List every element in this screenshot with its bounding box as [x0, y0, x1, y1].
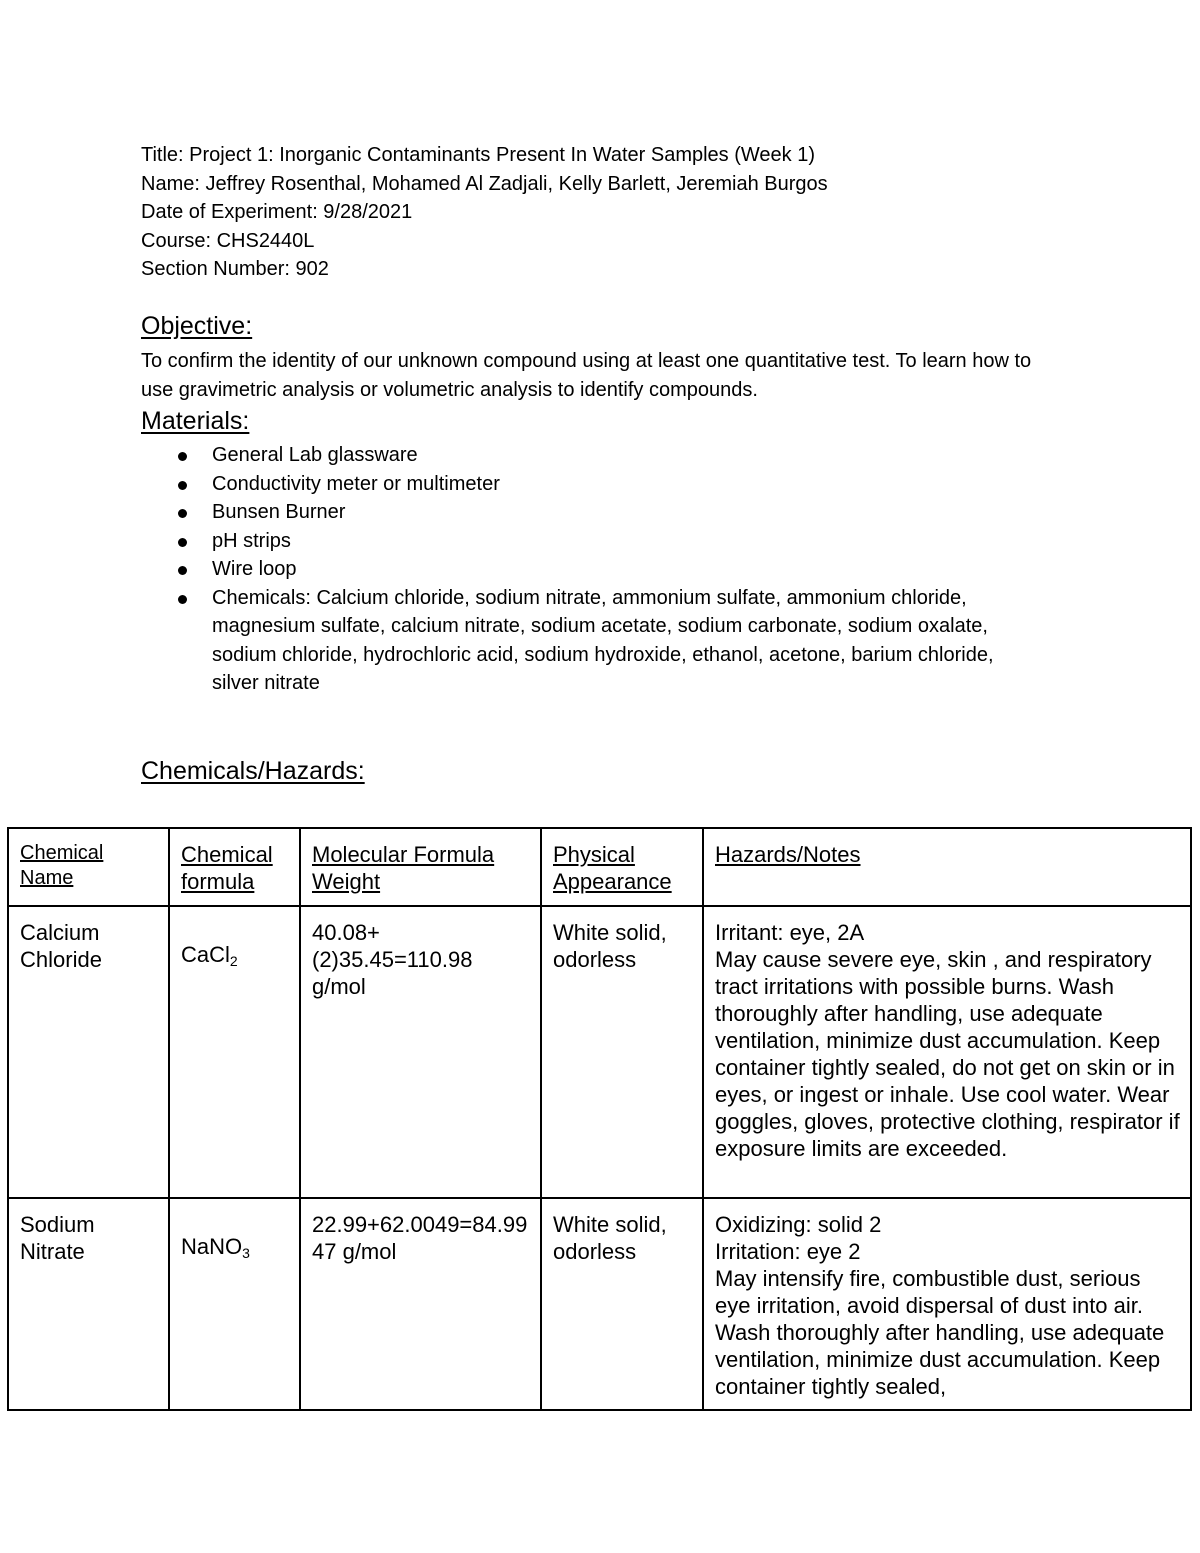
list-item: Chemicals: Calcium chloride, sodium nitrate, ammonium sulfate, ammonium chloride, magnesium sulfate, calcium nitrate, sodium acetate, sodium carbonate, sodium oxalate, sodium chloride, hydrochloric acid, sodium hydroxide, ethanol, acetone, barium chloride, silver nitrate	[141, 584, 1041, 698]
bullet-icon	[178, 509, 187, 518]
course-code: Course: CHS2440L	[141, 229, 315, 252]
column-header-chemical-formula: Chemical formula	[169, 828, 300, 906]
chemical-formula-cell	[169, 1198, 300, 1410]
bullet-icon	[178, 566, 187, 575]
hazards-heading: Chemicals/Hazards:	[141, 757, 365, 785]
physical-appearance-cell: White solid, odorless	[541, 906, 703, 1198]
formula-base: NaNO	[181, 1234, 243, 1259]
bullet-icon	[178, 538, 187, 547]
author-names: Name: Jeffrey Rosenthal, Mohamed Al Zadjali, Kelly Barlett, Jeremiah Burgos	[141, 172, 828, 195]
hazards-notes-cell	[703, 906, 1191, 1198]
hazard-line: May cause severe eye, skin , and respiratory tract irritations with possible burns. Wash thoroughly after handling, use adequate ventilation, minimize dust accumulation. Keep container tightly sealed, do not get on skin or in eyes, or ingest or inhale. Use cool water. Wear goggles, gloves, protective clothing, respirator if exposure limits are exceeded.	[715, 947, 1180, 1161]
table-header-row	[8, 828, 1191, 906]
list-item: Bunsen Burner	[141, 498, 1041, 527]
section-number: Section Number: 902	[141, 258, 329, 280]
objective-heading: Objective:	[141, 312, 253, 340]
formula-subscript: 2	[229, 953, 238, 969]
physical-appearance-cell: White solid, odorless	[541, 1198, 703, 1410]
formula-base: CaCl	[181, 942, 230, 967]
table-row	[8, 1198, 1191, 1410]
list-item: General Lab glassware	[141, 441, 1041, 470]
bullet-icon	[178, 595, 187, 604]
hazard-line: Irritant: eye, 2A	[715, 920, 865, 945]
experiment-date: Date of Experiment: 9/28/2021	[141, 201, 413, 223]
bullet-icon	[178, 481, 187, 490]
list-item: Wire loop	[141, 555, 1041, 584]
hazard-line: May intensify fire, combustible dust, serious eye irritation, avoid dispersal of dust into air. Wash thoroughly after handling, use adequate ventilation, minimize dust accumulation. Keep container tightly sealed,	[715, 1266, 1165, 1399]
chemicals-hazards-table	[7, 827, 1192, 1411]
chemical-formula-cell	[169, 906, 300, 1198]
column-header-physical-appearance: Physical Appearance	[541, 828, 703, 906]
hazards-notes-cell	[703, 1198, 1191, 1410]
column-header-chemical-name: Chemical Name	[8, 828, 169, 906]
materials-list	[141, 441, 1041, 698]
bullet-icon	[178, 452, 187, 461]
molecular-weight-cell: 40.08+(2)35.45=110.98 g/mol	[300, 906, 541, 1198]
report-title: Title: Project 1: Inorganic Contaminants Present In Water Samples (Week 1)	[141, 144, 815, 166]
chemical-name-cell: Calcium Chloride	[8, 906, 169, 1198]
column-header-molecular-weight: Molecular Formula Weight	[300, 828, 541, 906]
hazard-line: Irritation: eye 2	[715, 1239, 861, 1264]
list-item: Conductivity meter or multimeter	[141, 470, 1041, 499]
materials-heading: Materials:	[141, 407, 250, 435]
table-row	[8, 906, 1191, 1198]
objective-text: To confirm the identity of our unknown compound using at least one quantitative test. To learn how to use gravimetric analysis or volumetric analysis to identify compounds.	[141, 350, 1032, 401]
column-header-hazards-notes: Hazards/Notes	[703, 828, 1191, 906]
molecular-weight-cell: 22.99+62.0049=84.9947 g/mol	[300, 1198, 541, 1410]
document-header	[141, 141, 828, 284]
chemical-name-cell: Sodium Nitrate	[8, 1198, 169, 1410]
hazard-line: Oxidizing: solid 2	[715, 1212, 882, 1237]
formula-subscript: 3	[242, 1245, 250, 1261]
list-item: pH strips	[141, 527, 1041, 556]
